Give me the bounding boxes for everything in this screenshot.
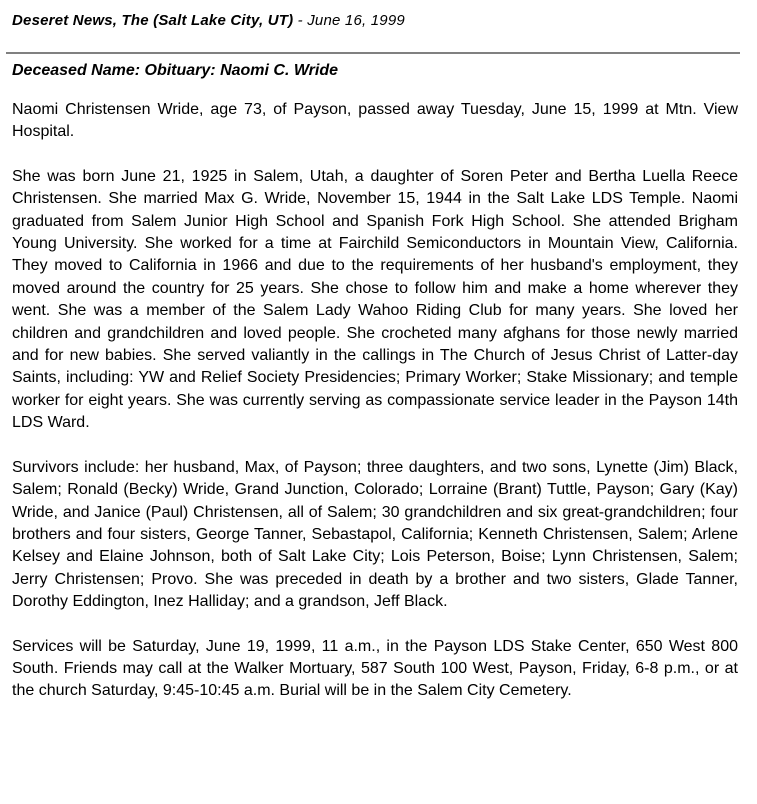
paragraph-services: Services will be Saturday, June 19, 1999, 11 a.m., in the Payson LDS Stake Center, 650 West 800 South. Friends may call at the Walker Mortuary, 587 South 100 West, Payson, Friday, 6-8 p.m., or at the church Saturday, 9:45-10:45 a.m. Burial will be in the Salem City Cemetery. [12, 637, 738, 700]
publication-date: June 16, 1999 [307, 12, 405, 29]
source-header [12, 12, 405, 29]
paragraph-death-notice: Naomi Christensen Wride, age 73, of Payson, passed away Tuesday, June 15, 1999 at Mtn. View Hospital. [12, 101, 738, 141]
paragraph-biography: She was born June 21, 1925 in Salem, Utah, a daughter of Soren Peter and Bertha Luella Reece Christensen. She married Max G. Wride, November 15, 1944 in the Salt Lake LDS Temple. Naomi graduated from Salem Junior High School and Spanish Fork High School. She attended Brigham Young University. She worked for a time at Fairchild Semiconductors in Mountain View, California. They moved to California in 1966 and due to the requirements of her husband's employment, they moved around the country for 25 years. She chose to follow him and make a home wherever they went. She was a member of the Salem Lady Wahoo Riding Club for many years. She loved her children and grandchildren and loved people. She crocheted many afghans for those newly married and for new babies. She served valiantly in the callings in The Church of Jesus Christ of Latter-day Saints, including: YW and Relief Society Presidencies; Primary Worker; Stake Missionary; and temple worker for eight years. She was currently serving as compassionate service leader in the Payson 14th LDS Ward. [12, 167, 738, 432]
deceased-name-heading: Deceased Name: Obituary: Naomi C. Wride [12, 62, 339, 79]
header-divider [6, 52, 740, 54]
obituary-body [12, 99, 738, 725]
paragraph-survivors: Survivors include: her husband, Max, of Payson; three daughters, and two sons, Lynette (Jim) Black, Salem; Ronald (Becky) Wride, Grand Junction, Colorado; Lorraine (Brant) Tuttle, Payson; Gary (Kay) Wride, and Janice (Paul) Christensen, all of Salem; 30 grandchildren and six great-grandchildren; four brothers and four sisters, George Tanner, Sebastapol, California; Kenneth Christensen, Salem; Arlene Kelsey and Elaine Johnson, both of Salt Lake City; Lois Peterson, Boise; Lynn Christensen, Salem; Jerry Christensen; Provo. She was preceded in death by a brother and two sisters, Glade Tanner, Dorothy Eddington, Inez Halliday; and a grandson, Jeff Black. [12, 458, 738, 611]
header-separator: - [293, 12, 308, 29]
publication-name: Deseret News, The (Salt Lake City, UT) [12, 12, 294, 29]
